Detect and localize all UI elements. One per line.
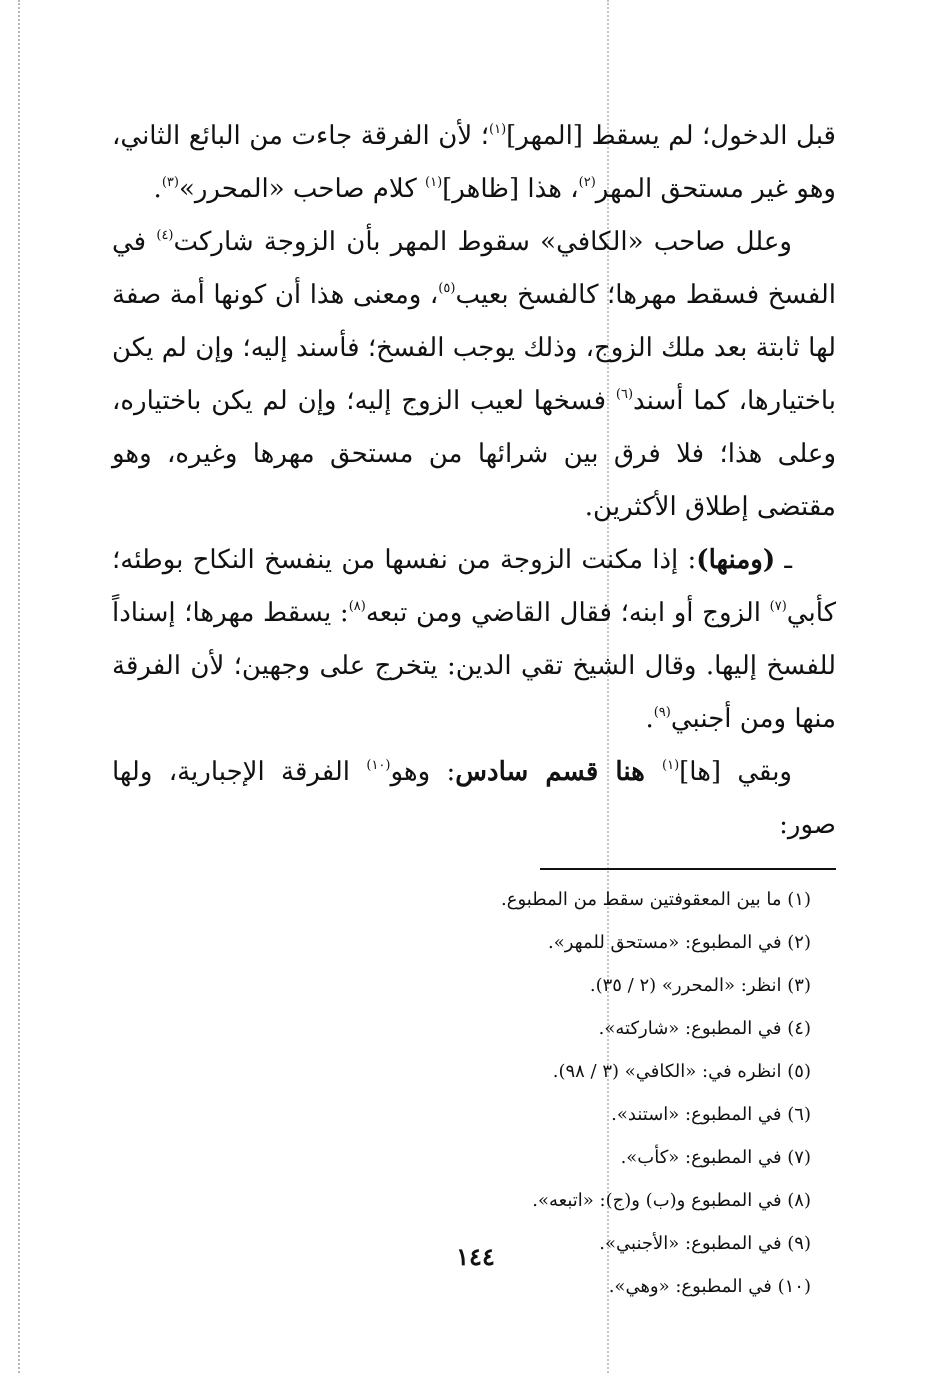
text-run: ـ <box>775 545 792 575</box>
paragraph <box>112 534 836 746</box>
footnote: (١٠) في المطبوع: «وهي». <box>608 1276 811 1297</box>
text-run: ، ومعنى هذا أن كونها أمة صفة لها ثابتة بعد ملك الزوج، وذلك يوجب الفسخ؛ فأسند إليه؛ وإن لم يكن باختيارها، كما أسند <box>112 280 836 416</box>
text-run: وبقي [ها] <box>679 757 792 787</box>
paragraph <box>112 216 836 534</box>
footnote-ref: (٦) <box>615 387 634 402</box>
page-number: ١٤٤ <box>456 1242 495 1271</box>
footnote-ref: (١٠) <box>366 758 391 773</box>
text-run: الفرقة الإجبارية، ولها صور: <box>112 757 836 840</box>
footnote-separator <box>540 868 836 870</box>
footnote-ref: (١) <box>489 122 507 137</box>
text-run: . <box>645 704 654 734</box>
bold-text: (ومنها) <box>696 545 776 575</box>
footnote-ref: (٧) <box>769 599 787 614</box>
paragraph <box>112 110 836 216</box>
bold-text: هنا قسم سادس <box>455 757 662 787</box>
footnote-ref: (٨) <box>348 599 366 614</box>
text-run: : إذا مكنت الزوجة من نفسها من ينفسخ النكاح بوطئه؛ كأبي <box>112 545 836 628</box>
footnote: (٩) في المطبوع: «الأجنبي». <box>599 1233 811 1254</box>
footnote: (٦) في المطبوع: «استند». <box>611 1104 811 1125</box>
footnote-ref: (٣) <box>161 175 179 190</box>
footnote-ref: (٤) <box>156 228 174 243</box>
text-run: : يسقط مهرها؛ إسناداً للفسخ إليها. وقال الشيخ تقي الدين: يتخرج على وجهين؛ لأن الفرقة منها ومن أجنبي <box>112 598 836 734</box>
footnote-ref: (١) <box>662 758 680 773</box>
text-run: ، هذا [ظاهر] <box>442 174 579 204</box>
footnote-ref: (٩) <box>653 705 671 720</box>
text-run: فسخها لعيب الزوج إليه؛ وإن لم يكن باختياره، وعلى هذا؛ فلا فرق بين شرائها من مستحق مهرها وغيره، وهو مقتضى إطلاق الأكثرين. <box>112 386 836 522</box>
text-run: قبل الدخول؛ لم يسقط [المهر] <box>506 121 836 151</box>
text-run: كلام صاحب «المحرر» <box>178 174 426 204</box>
footnote: (٤) في المطبوع: «شاركته». <box>598 1018 811 1039</box>
footnote: (٢) في المطبوع: «مستحق للمهر». <box>548 932 811 953</box>
footnote-ref: (١) <box>425 175 443 190</box>
footnote-ref: (٢) <box>578 175 596 190</box>
footnote: (٣) انظر: «المحرر» (٢ / ٣٥). <box>589 975 811 996</box>
text-run: : وهو <box>390 757 456 787</box>
book-page <box>112 110 836 1308</box>
paragraph <box>112 746 836 852</box>
text-run: ؛ لأن الفرقة جاءت من البائع الثاني، وهو غير مستحق المهر <box>112 121 836 204</box>
text-run: الزوج أو ابنه؛ فقال القاضي ومن تبعه <box>365 598 770 628</box>
text-run: في الفسخ فسقط مهرها؛ كالفسخ بعيب <box>112 227 836 310</box>
footnote: (٥) انظره في: «الكافي» (٣ / ٩٨). <box>552 1061 811 1082</box>
footnote-ref: (٥) <box>438 281 456 296</box>
main-text <box>112 110 836 852</box>
footnote: (٧) في المطبوع: «كأب». <box>620 1147 811 1168</box>
scan-fold-line-left <box>18 0 20 1373</box>
text-run: وعلل صاحب «الكافي» سقوط المهر بأن الزوجة شاركت <box>173 227 792 257</box>
footnote: (٨) في المطبوع و(ب) و(ج): «اتبعه». <box>532 1190 811 1211</box>
footnote: (١) ما بين المعقوفتين سقط من المطبوع. <box>501 889 811 910</box>
text-run: . <box>153 174 162 204</box>
